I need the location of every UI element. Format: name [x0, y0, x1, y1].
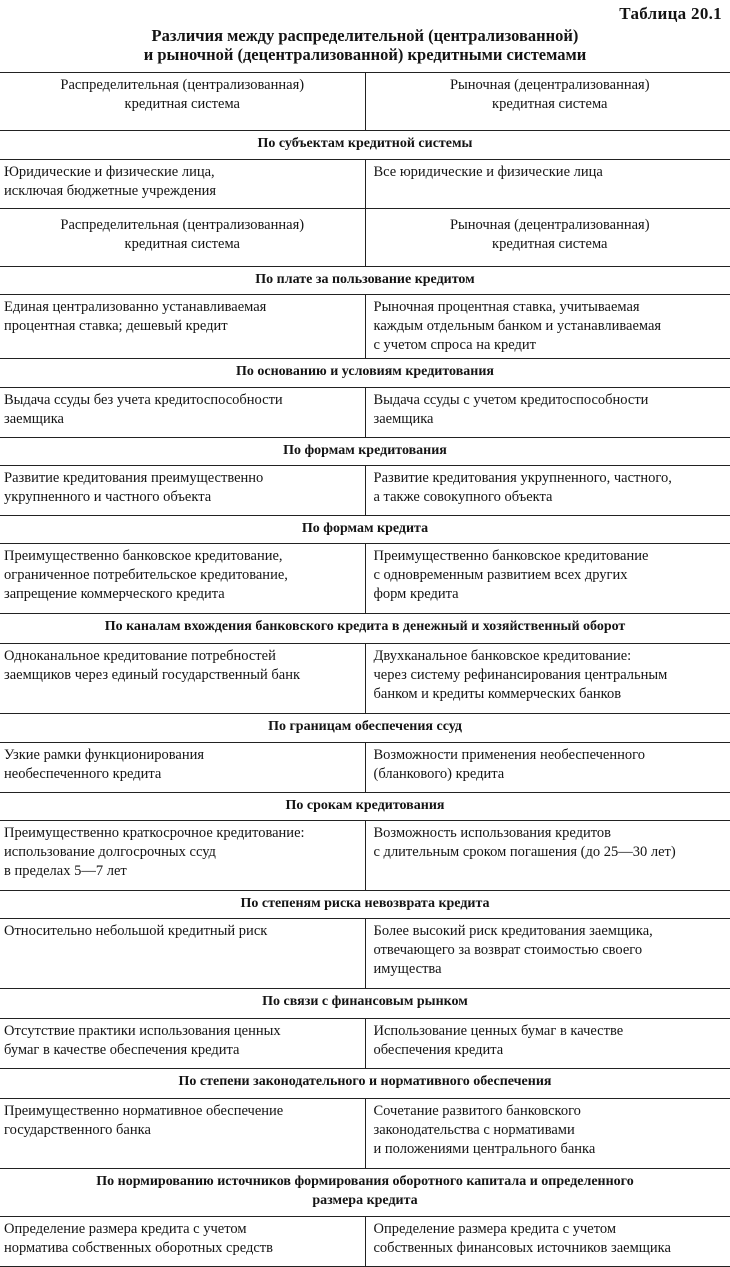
cell-text-line: Выдача ссуды с учетом кредитоспособности — [373, 392, 649, 408]
header-left-cell — [0, 209, 365, 267]
cell-text-line: законодательства с нормативами — [373, 1122, 575, 1138]
cell-text-line: Единая централизованно устанавливаемая — [4, 299, 267, 315]
section-heading — [0, 891, 730, 919]
table-row — [0, 821, 730, 891]
section-heading-row — [0, 714, 730, 743]
cell-text-line: Все юридические и физические лица — [373, 164, 603, 180]
cell-text-line: процентная ставка; дешевый кредит — [4, 318, 228, 334]
cell-text-line: а также совокупного объекта — [373, 489, 553, 505]
header-right-cell — [365, 209, 730, 267]
cell-text-line: Использование ценных бумаг в качестве — [373, 1023, 624, 1039]
table-title — [0, 26, 730, 64]
header-left-line: Распределительная (централизованная) — [60, 217, 305, 233]
cell-text-line: Узкие рамки функционирования — [4, 747, 205, 763]
table-row — [0, 466, 730, 516]
cell-text-line: необеспеченного кредита — [4, 766, 162, 782]
section-heading-row — [0, 891, 730, 919]
section-heading-line: По степеням риска невозврата кредита — [240, 896, 490, 911]
cell-text-line: Преимущественно банковское кредитование, — [4, 548, 283, 564]
market-system-cell — [365, 644, 730, 714]
section-heading — [0, 516, 730, 544]
cell-text-line: Развитие кредитования преимущественно — [4, 470, 264, 486]
cell-text-line: в пределах 5—7 лет — [4, 863, 127, 879]
section-heading — [0, 714, 730, 743]
centralized-system-cell — [0, 1217, 365, 1267]
header-right-line: кредитная система — [492, 96, 608, 112]
table-row — [0, 295, 730, 359]
cell-text-line: Возможности применения необеспеченного — [373, 747, 645, 763]
section-heading-row — [0, 516, 730, 544]
header-left-cell — [0, 73, 365, 131]
section-heading-row — [0, 989, 730, 1019]
header-right-line: Рыночная (децентрализованная) — [449, 217, 650, 233]
section-heading-line: По субъектам кредитной системы — [257, 136, 473, 151]
section-heading-row — [0, 793, 730, 821]
cell-text-line: укрупненного и частного объекта — [4, 489, 212, 505]
cell-text-line: государственного банка — [4, 1122, 151, 1138]
centralized-system-cell — [0, 1099, 365, 1169]
cell-text-line: норматива собственных оборотных средств — [4, 1240, 273, 1256]
section-heading — [0, 614, 730, 644]
cell-text-line: Определение размера кредита с учетом — [4, 1221, 247, 1237]
cell-text-line: Отсутствие практики использования ценных — [4, 1023, 281, 1039]
cell-text-line: имущества — [373, 961, 442, 977]
market-system-cell — [365, 295, 730, 359]
cell-text-line: Преимущественно банковское кредитование — [373, 548, 649, 564]
cell-text-line: Сочетание развитого банковского — [373, 1103, 581, 1119]
section-heading-row — [0, 359, 730, 388]
cell-text-line: и положениями центрального банка — [373, 1141, 596, 1157]
cell-text-line: Юридические и физические лица, — [4, 164, 215, 180]
section-heading — [0, 793, 730, 821]
market-system-cell — [365, 1019, 730, 1069]
cell-text-line: с длительным сроком погашения (до 25—30 лет) — [373, 844, 676, 860]
centralized-system-cell — [0, 743, 365, 793]
centralized-system-cell — [0, 644, 365, 714]
cell-text-line: через систему рефинансирования центральным — [373, 667, 668, 683]
market-system-cell — [365, 388, 730, 438]
cell-text-line: каждым отдельным банком и устанавливаемая — [373, 318, 662, 334]
section-heading — [0, 359, 730, 388]
centralized-system-cell — [0, 544, 365, 614]
cell-text-line: обеспечения кредита — [373, 1042, 504, 1058]
cell-text-line: Возможность использования кредитов — [373, 825, 611, 841]
centralized-system-cell — [0, 295, 365, 359]
table-row — [0, 743, 730, 793]
cell-text-line: форм кредита — [373, 586, 459, 602]
section-heading-line: По каналам вхождения банковского кредита в денежный и хозяйственный оборот — [104, 619, 626, 634]
centralized-system-cell — [0, 919, 365, 989]
market-system-cell — [365, 821, 730, 891]
cell-text-line: Двухканальное банковское кредитование: — [373, 648, 632, 664]
market-system-cell — [365, 466, 730, 516]
section-heading — [0, 438, 730, 466]
centralized-system-cell — [0, 388, 365, 438]
cell-text-line: бумаг в качестве обеспечения кредита — [4, 1042, 240, 1058]
cell-text-line: заемщиков через единый государственный банк — [4, 667, 301, 683]
table-row — [0, 388, 730, 438]
centralized-system-cell — [0, 821, 365, 891]
section-heading-line: По формам кредитования — [283, 443, 447, 458]
section-heading-line: По нормированию источников формирования оборотного капитала и определенного — [96, 1174, 634, 1189]
table-row — [0, 1217, 730, 1267]
table-row — [0, 919, 730, 989]
table-title-line: Различия между распределительной (централизованной) — [151, 26, 579, 45]
section-heading-line: По связи с финансовым рынком — [262, 994, 468, 1009]
header-row — [0, 73, 730, 131]
cell-text-line: Определение размера кредита с учетом — [373, 1221, 617, 1237]
section-heading — [0, 989, 730, 1019]
cell-text-line: отвечающего за возврат стоимостью своего — [373, 942, 643, 958]
cell-text-line: (бланкового) кредита — [373, 766, 505, 782]
centralized-system-cell — [0, 1019, 365, 1069]
section-heading-line: По границам обеспечения ссуд — [268, 719, 462, 734]
section-heading-row — [0, 1069, 730, 1099]
table-title-line: и рыночной (децентрализованной) кредитными системами — [143, 45, 587, 64]
centralized-system-cell — [0, 160, 365, 209]
market-system-cell — [365, 1217, 730, 1267]
header-right-line: кредитная система — [492, 236, 608, 252]
cell-text-line: запрещение коммерческого кредита — [4, 586, 225, 602]
section-heading-line: По формам кредита — [301, 521, 429, 536]
cell-text-line: заемщика — [4, 411, 64, 427]
section-heading-line: размера кредита — [312, 1193, 418, 1208]
table-row — [0, 1019, 730, 1069]
cell-text-line: с учетом спроса на кредит — [373, 337, 537, 353]
header-left-line: Распределительная (централизованная) — [60, 77, 305, 93]
section-heading-line: По основанию и условиям кредитования — [236, 364, 494, 379]
table-row — [0, 544, 730, 614]
table-row — [0, 1099, 730, 1169]
section-heading — [0, 131, 730, 160]
header-right-cell — [365, 73, 730, 131]
cell-text-line: использование долгосрочных ссуд — [4, 844, 216, 860]
header-left-line: кредитная система — [124, 96, 240, 112]
cell-text-line: исключая бюджетные учреждения — [4, 183, 217, 199]
market-system-cell — [365, 160, 730, 209]
section-heading-line: По срокам кредитования — [285, 798, 445, 813]
cell-text-line: Относительно небольшой кредитный риск — [4, 923, 268, 939]
header-repeat-row — [0, 209, 730, 267]
market-system-cell — [365, 919, 730, 989]
cell-text-line: банком и кредиты коммерческих банков — [373, 686, 622, 702]
section-heading — [0, 1169, 730, 1217]
market-system-cell — [365, 544, 730, 614]
table-number-label: Таблица 20.1 — [619, 4, 722, 23]
cell-text-line: Выдача ссуды без учета кредитоспособности — [4, 392, 283, 408]
cell-text-line: заемщика — [373, 411, 434, 427]
cell-text-line: Более высокий риск кредитования заемщика, — [373, 923, 653, 939]
section-heading — [0, 1069, 730, 1099]
table-row — [0, 644, 730, 714]
section-heading-row — [0, 1169, 730, 1217]
section-heading-line: По степени законодательного и нормативного обеспечения — [178, 1074, 552, 1089]
section-heading-row — [0, 267, 730, 295]
comparison-table — [0, 72, 730, 1267]
table-row — [0, 160, 730, 209]
cell-text-line: Преимущественно краткосрочное кредитование: — [4, 825, 305, 841]
cell-text-line: Одноканальное кредитование потребностей — [4, 648, 276, 664]
section-heading-row — [0, 438, 730, 466]
cell-text-line: собственных финансовых источников заемщика — [373, 1240, 671, 1256]
cell-text-line: Развитие кредитования укрупненного, частного, — [373, 470, 672, 486]
market-system-cell — [365, 1099, 730, 1169]
centralized-system-cell — [0, 466, 365, 516]
header-right-line: Рыночная (децентрализованная) — [449, 77, 650, 93]
section-heading-row — [0, 614, 730, 644]
market-system-cell — [365, 743, 730, 793]
header-left-line: кредитная система — [124, 236, 240, 252]
cell-text-line: Рыночная процентная ставка, учитываемая — [373, 299, 640, 315]
section-heading — [0, 267, 730, 295]
section-heading-line: По плате за пользование кредитом — [255, 272, 475, 287]
section-heading-row — [0, 131, 730, 160]
cell-text-line: с одновременным развитием всех других — [373, 567, 628, 583]
cell-text-line: Преимущественно нормативное обеспечение — [4, 1103, 284, 1119]
cell-text-line: ограниченное потребительское кредитование, — [4, 567, 288, 583]
